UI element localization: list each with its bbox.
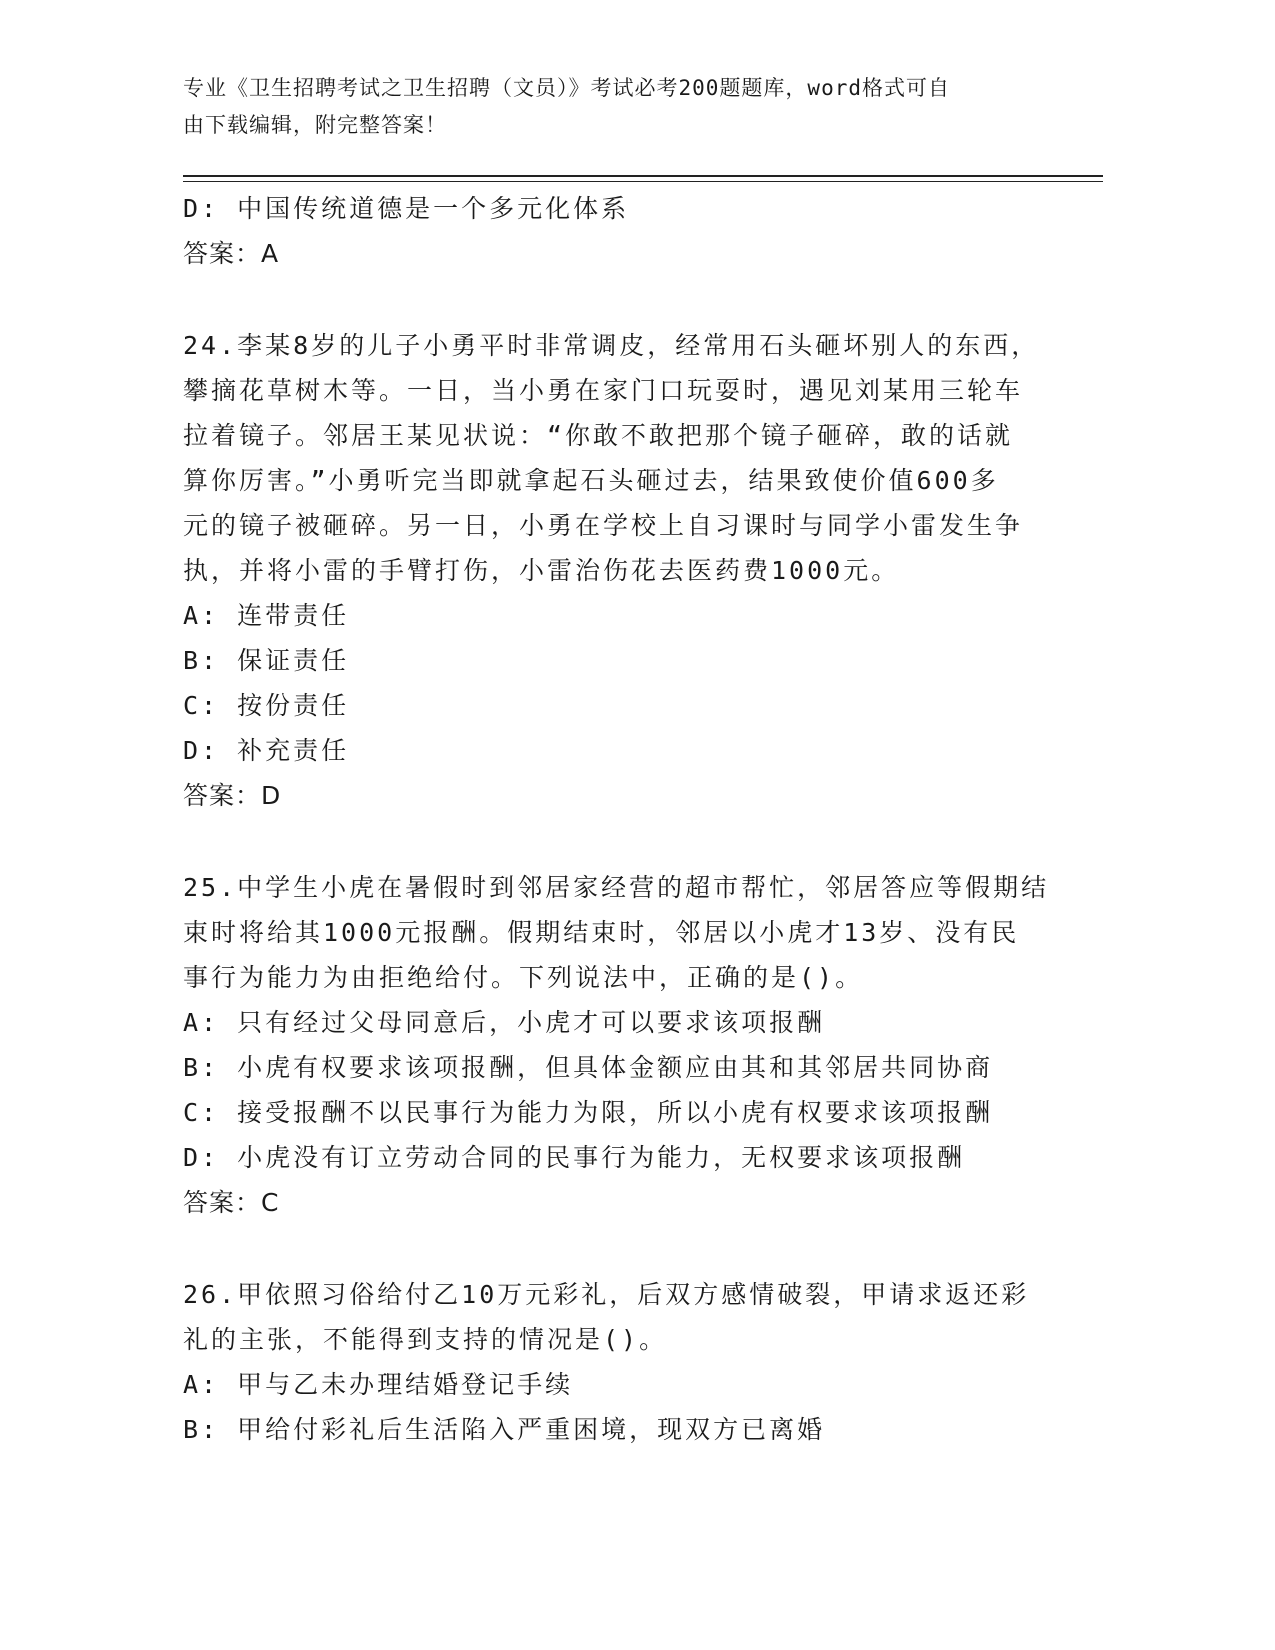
option-b: B: 甲给付彩礼后生活陷入严重困境，现双方已离婚 bbox=[183, 1415, 826, 1444]
question-24 bbox=[183, 323, 1083, 818]
option-a: A: 甲与乙未办理结婚登记手续 bbox=[183, 1370, 574, 1399]
option-a: A: 只有经过父母同意后，小虎才可以要求该项报酬 bbox=[183, 1008, 826, 1037]
question-text-line: 元的镜子被砸碎。另一日，小勇在学校上自习课时与同学小雷发生争 bbox=[183, 511, 1024, 540]
question-text-line: 算你厉害。”小勇听完当即就拿起石头砸过去，结果致使价值600多 bbox=[183, 466, 999, 495]
spacer bbox=[183, 818, 1083, 865]
question-text-line: 事行为能力为由拒绝给付。下列说法中，正确的是()。 bbox=[183, 963, 864, 992]
option-d: D: 中国传统道德是一个多元化体系 bbox=[183, 194, 630, 223]
option-a: A: 连带责任 bbox=[183, 601, 350, 630]
spacer bbox=[183, 1225, 1083, 1272]
option-b: B: 保证责任 bbox=[183, 646, 350, 675]
question-text-line: 攀摘花草树木等。一日，当小勇在家门口玩耍时，遇见刘某用三轮车 bbox=[183, 376, 1024, 405]
question-text-line: 24.李某8岁的儿子小勇平时非常调皮，经常用石头砸坏别人的东西， bbox=[183, 331, 1040, 360]
answer-line: 答案：A bbox=[183, 239, 280, 268]
question-text-line: 25.中学生小虎在暑假时到邻居家经营的超市帮忙，邻居答应等假期结 bbox=[183, 873, 1050, 902]
header-line-1: 专业《卫生招聘考试之卫生招聘（文员）》考试必考200题题库，word格式可自 bbox=[183, 76, 950, 100]
answer-line: 答案：C bbox=[183, 1188, 280, 1217]
header-rule-thin bbox=[183, 181, 1103, 182]
question-text-line: 拉着镜子。邻居王某见状说：“你敢不敢把那个镜子砸碎，敢的话就 bbox=[183, 421, 1014, 450]
option-b: B: 小虎有权要求该项报酬，但具体金额应由其和其邻居共同协商 bbox=[183, 1053, 994, 1082]
question-25 bbox=[183, 865, 1083, 1225]
question-text-line: 礼的主张，不能得到支持的情况是()。 bbox=[183, 1325, 668, 1354]
document-header bbox=[183, 70, 1063, 144]
question-text-line: 26.甲依照习俗给付乙10万元彩礼，后双方感情破裂，甲请求返还彩 bbox=[183, 1280, 1030, 1309]
spacer bbox=[183, 276, 1083, 323]
question-text-line: 束时将给其1000元报酬。假期结束时，邻居以小虎才13岁、没有民 bbox=[183, 918, 1020, 947]
answer-line: 答案：D bbox=[183, 781, 282, 810]
question-26 bbox=[183, 1272, 1083, 1452]
option-d: D: 小虎没有订立劳动合同的民事行为能力，无权要求该项报酬 bbox=[183, 1143, 966, 1172]
question-text-line: 执，并将小雷的手臂打伤，小雷治伤花去医药费1000元。 bbox=[183, 556, 900, 585]
header-rule-thick bbox=[183, 175, 1103, 177]
option-c: C: 接受报酬不以民事行为能力为限，所以小虎有权要求该项报酬 bbox=[183, 1098, 994, 1127]
option-c: C: 按份责任 bbox=[183, 691, 350, 720]
document-body bbox=[183, 186, 1083, 1452]
header-line-2: 由下载编辑，附完整答案！ bbox=[183, 113, 447, 137]
option-d: D: 补充责任 bbox=[183, 736, 350, 765]
prev-question-tail bbox=[183, 186, 1083, 276]
